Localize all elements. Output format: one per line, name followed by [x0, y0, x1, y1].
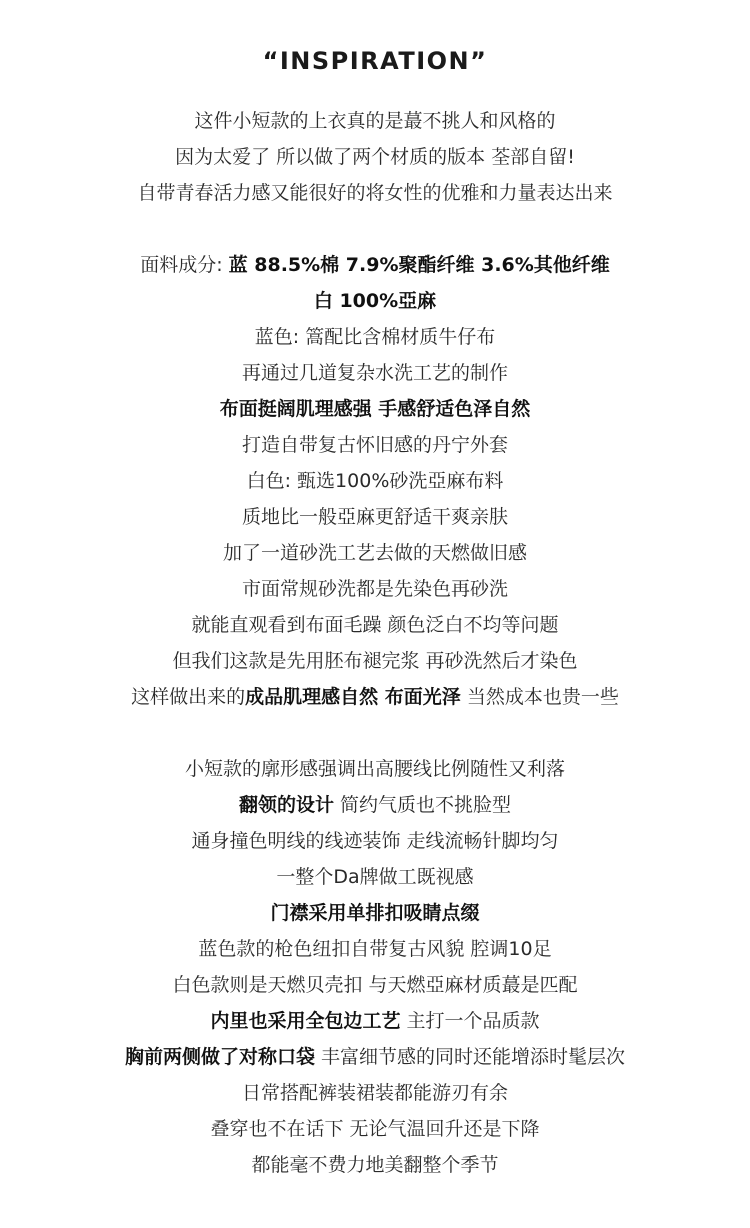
white-desc-line: 市面常规砂洗都是先染色再砂洗: [241, 578, 508, 600]
design-line: 都能毫不费力地美翻整个季节: [251, 1154, 499, 1176]
design-line: 小短款的廓形感强调出高腰线比例随性又利落: [184, 758, 565, 780]
intro-line: 因为太爱了 所以做了两个材质的版本 荃部自留!: [175, 146, 575, 168]
blue-desc-line: 蓝色: 篙配比含棉材质牛仔布: [254, 326, 496, 348]
design-line: [0, 1007, 750, 1035]
white-desc-line: 白色: 甄选100%砂洗亞麻布料: [246, 470, 504, 492]
fabric-blue-composition: 蓝 88.5%棉 7.9%聚酯纤维 3.6%其他纤维: [228, 254, 610, 276]
white-desc-line: 就能直观看到布面毛躁 颜色泛白不均等问题: [191, 614, 559, 636]
page-title: “INSPIRATION”: [262, 47, 488, 75]
design-highlight-line: [0, 899, 750, 927]
white-desc-line: [0, 683, 750, 711]
design-line: 一整个Da牌做工既视感: [276, 866, 474, 888]
white-desc-line: 加了一道砂洗工艺去做的天燃做旧感: [222, 542, 527, 564]
design-highlight: 翻领的设计: [238, 794, 334, 816]
design-line: 通身撞色明线的线迹装饰 走线流畅针脚均匀: [191, 830, 559, 852]
design-line: 蓝色款的枪色纽扣自带复古风貌 腔调10足: [198, 938, 552, 960]
blue-desc-line: 再通过几道复杂水洗工艺的制作: [241, 362, 508, 384]
design-line: [0, 1043, 750, 1071]
design-text: 主打一个品质款: [400, 1010, 540, 1032]
design-line: 叠穿也不在话下 无论气温回升还是下降: [210, 1118, 540, 1140]
fabric-composition: [0, 251, 750, 279]
design-highlight: 门襟采用单排扣吸睛点缀: [270, 902, 480, 924]
design-text: 简约气质也不挑脸型: [333, 794, 512, 816]
design-line: 日常搭配裤装裙装都能游刃有余: [241, 1082, 508, 1104]
fabric-label: 面料成分:: [140, 254, 229, 276]
design-highlight: 胸前两侧做了对称口袋: [124, 1046, 315, 1068]
white-desc-line: 但我们这款是先用胚布褪完浆 再砂洗然后才染色: [172, 650, 578, 672]
fabric-white-composition: 白 100%亞麻: [313, 290, 437, 312]
design-line: [0, 791, 750, 819]
white-desc-text: 这样做出来的: [131, 686, 246, 708]
white-desc-highlight: 成品肌理感自然 布面光泽: [245, 686, 461, 708]
intro-line: 自带青春活力感又能很好的将女性的优雅和力量表达出来: [137, 182, 613, 204]
design-line: 白色款则是天燃贝壳扣 与天燃亞麻材质蕞是匹配: [172, 974, 578, 996]
fabric-white-line: [0, 287, 750, 315]
white-desc-text: 当然成本也贵一些: [460, 686, 619, 708]
blue-desc-highlight-line: [0, 395, 750, 423]
design-text: 丰富细节感的同时还能增添时髦层次: [314, 1046, 626, 1068]
white-desc-line: 质地比一般亞麻更舒适干爽亲肤: [241, 506, 508, 528]
blue-desc-highlight: 布面挺阔肌理感强 手感舒适色泽自然: [219, 398, 531, 420]
design-highlight: 内里也采用全包边工艺: [210, 1010, 401, 1032]
intro-line: 这件小短款的上衣真的是蕞不挑人和风格的: [194, 110, 556, 132]
blue-desc-line: 打造自带复古怀旧感的丹宁外套: [241, 434, 508, 456]
